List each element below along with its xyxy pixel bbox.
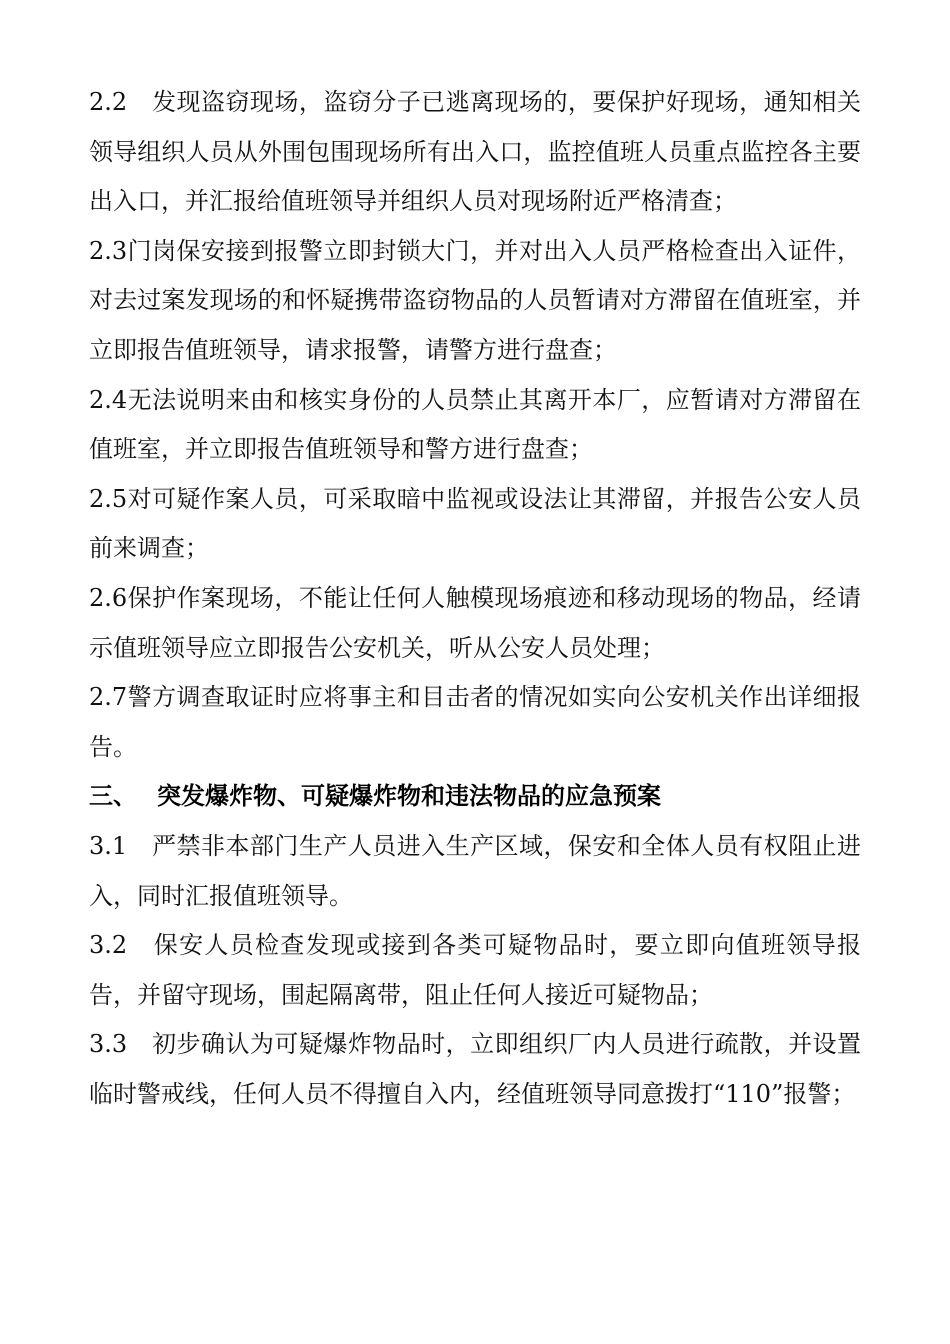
section-heading-number: 三、 — [89, 782, 137, 811]
paragraph-3-1: 3.1 严禁非本部门生产人员进入生产区域，保安和全体人员有权阻止进入，同时汇报值班领导。 — [89, 831, 861, 910]
paragraph-3-3: 3.3 初步确认为可疑爆炸物品时，立即组织厂内人员进行疏散，并设置临时警戒线，任何人员不得擅自入内，经值班领导同意拨打“110”报警； — [89, 1030, 861, 1108]
document-body — [89, 78, 861, 1119]
paragraph-2-7: 2.7警方调查取证时应将事主和目击者的情况如实向公安机关作出详细报告。 — [89, 683, 861, 761]
paragraph-3-2: 3.2 保安人员检查发现或接到各类可疑物品时，要立即向值班领导报告，并留守现场，围起隔离带，阻止任何人接近可疑物品； — [89, 931, 861, 1009]
paragraph-2-2: 2.2 发现盗窃现场，盗窃分子已逃离现场的，要保护好现场，通知相关领导组织人员从外围包围现场所有出入口，监控值班人员重点监控各主要出入口，并汇报给值班领导并组织人员对现场附近严格清查； — [89, 88, 861, 216]
paragraph-2-4: 2.4无法说明来由和核实身份的人员禁止其离开本厂，应暂请对方滞留在值班室，并立即报告值班领导和警方进行盘查； — [89, 385, 861, 464]
paragraph-2-3: 2.3门岗保安接到报警立即封锁大门，并对出入人员严格检查出入证件，对去过案发现场的和怀疑携带盗窃物品的人员暂请对方滞留在值班室，并立即报告值班领导，请求报警，请警方进行盘查； — [89, 236, 861, 364]
section-heading-3 — [89, 772, 861, 822]
paragraph-2-6: 2.6保护作案现场，不能让任何人触模现场痕迹和移动现场的物品，经请示值班领导应立即报告公安机关，听从公安人员处理； — [89, 583, 861, 662]
paragraph-2-5: 2.5对可疑作案人员，可采取暗中监视或设法让其滞留，并报告公安人员前来调查； — [89, 484, 861, 563]
section-heading-title: 突发爆炸物、可疑爆炸物和违法物品的应急预案 — [157, 782, 661, 811]
